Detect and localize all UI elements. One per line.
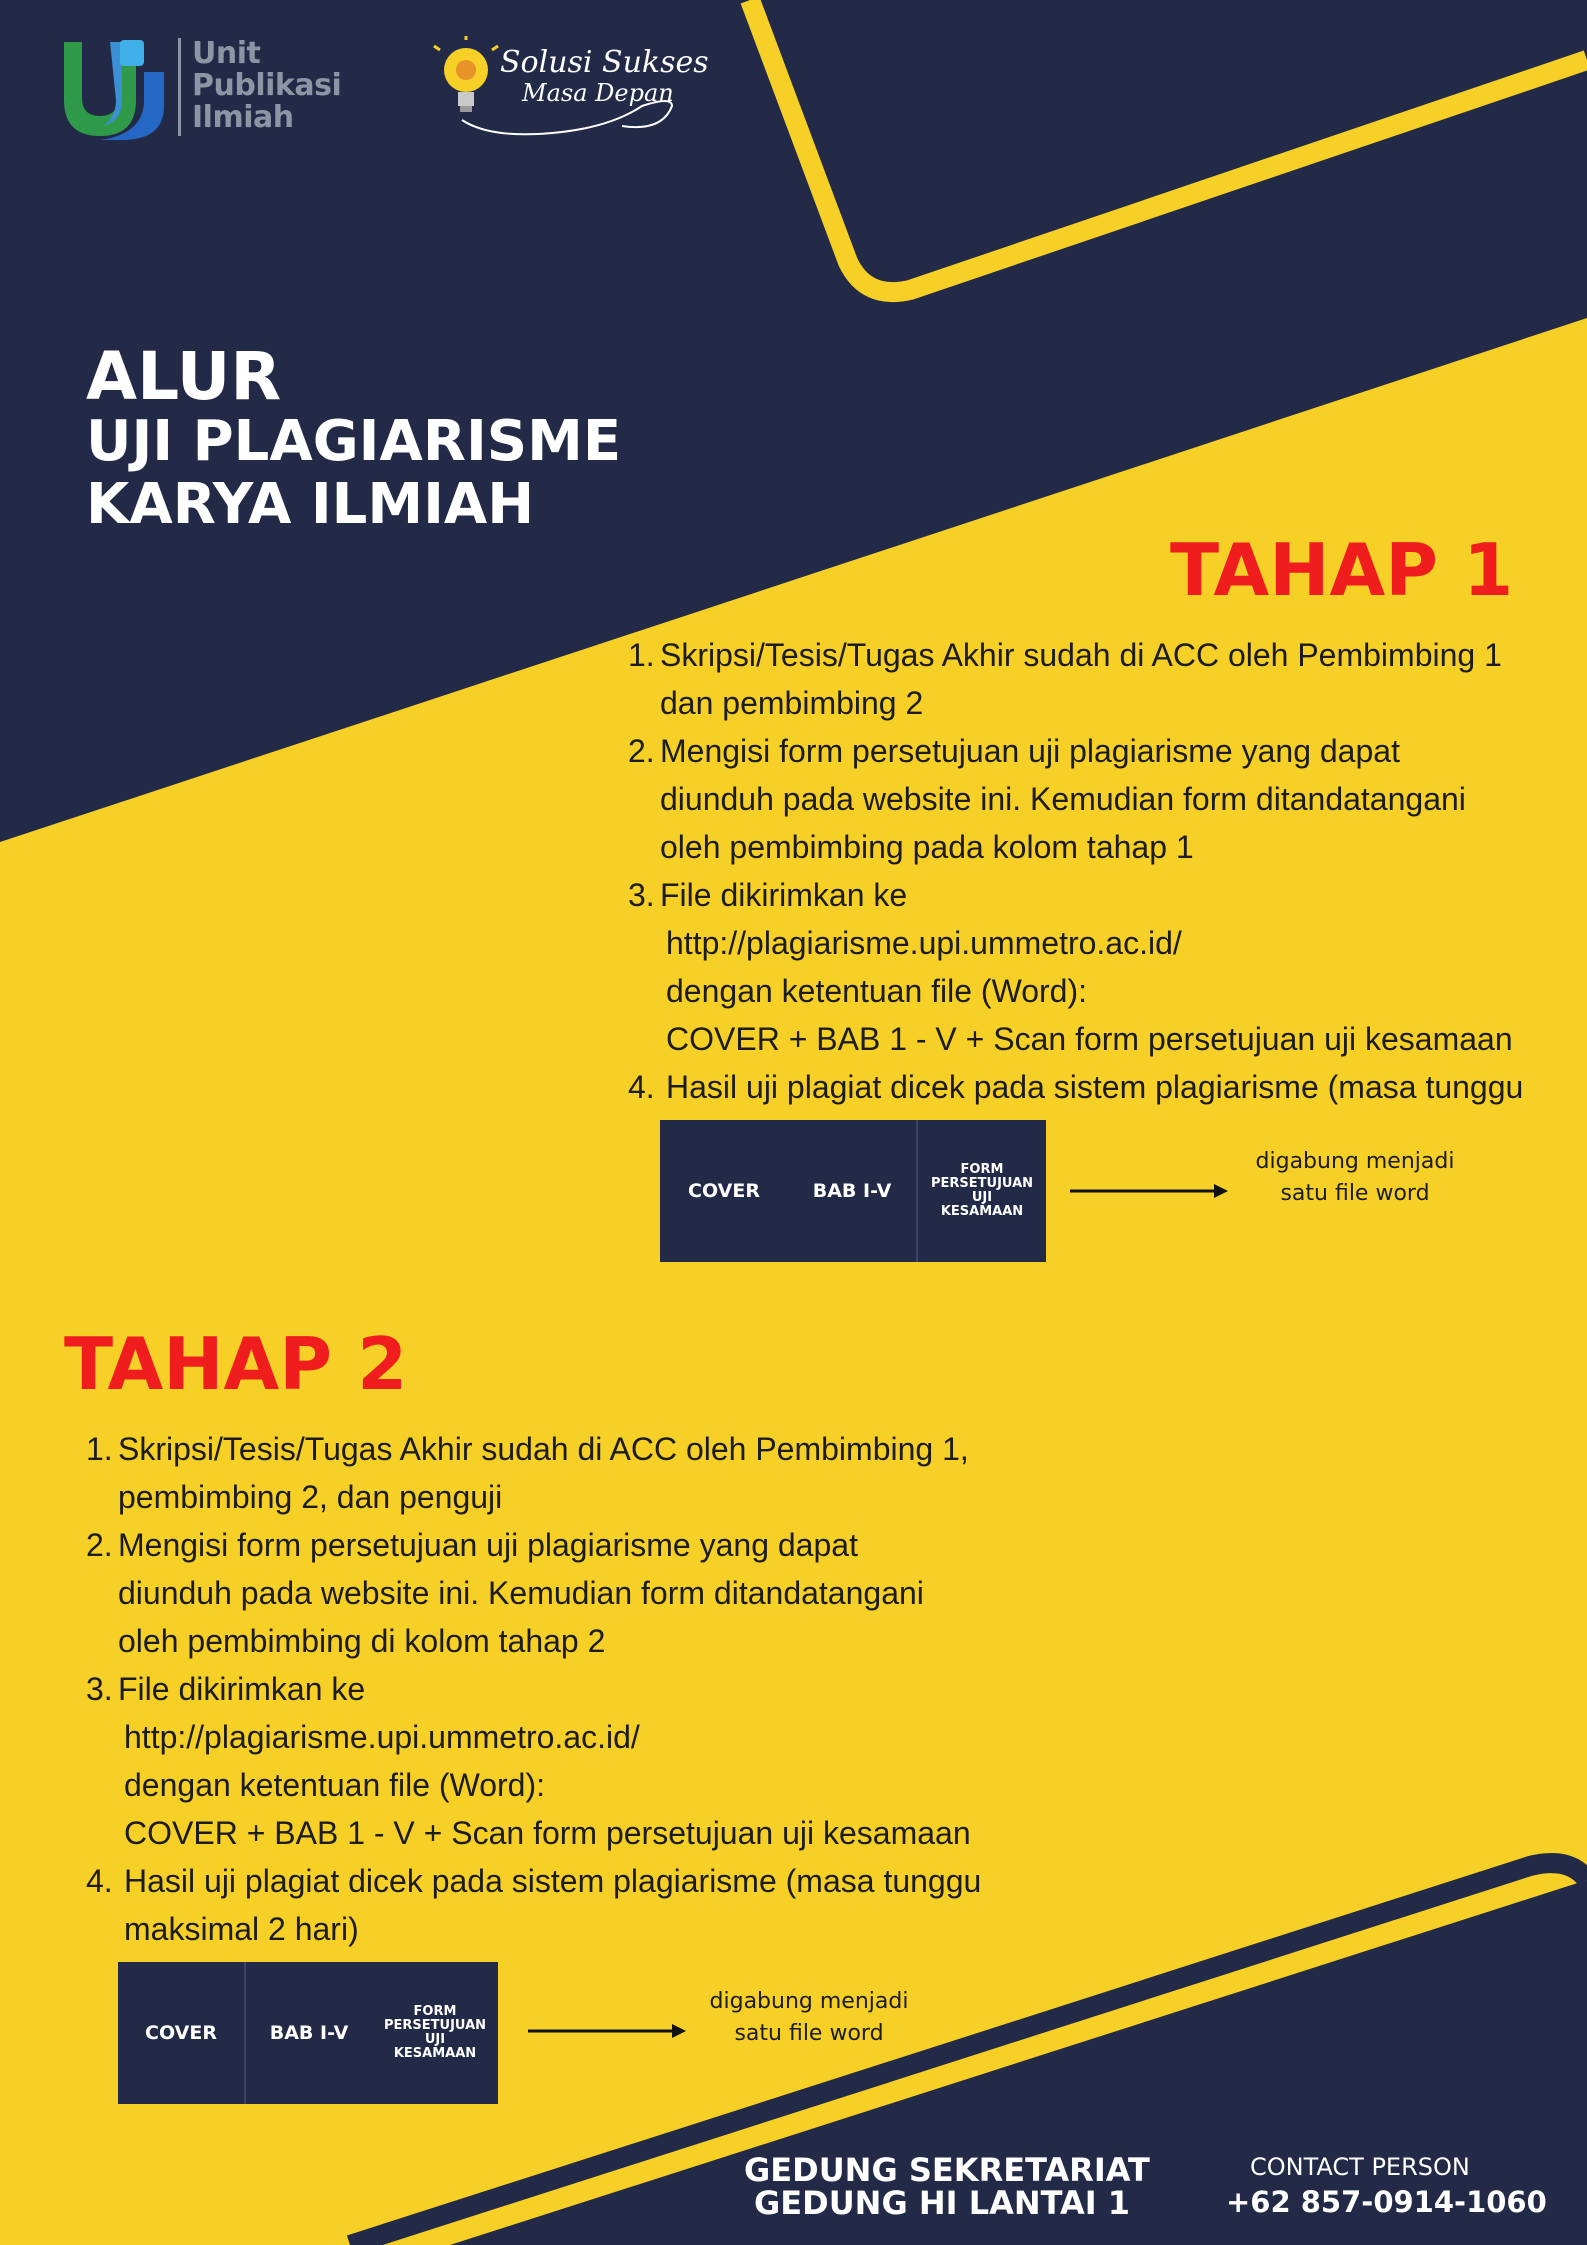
- step-text: http://plagiarisme.upi.ummetro.ac.id/: [666, 925, 1182, 961]
- step-text: Skripsi/Tesis/Tugas Akhir sudah di ACC oleh Pembimbing 1: [660, 637, 1502, 673]
- step-text: Mengisi form persetujuan uji plagiarisme yang dapat: [118, 1527, 858, 1563]
- stage1-file-diagram: [660, 1120, 1046, 1262]
- step-text: pembimbing 2, dan penguji: [118, 1479, 503, 1515]
- title-line3: KARYA ILMIAH: [86, 472, 535, 537]
- step-text: COVER + BAB 1 - V + Scan form persetujuan uji kesamaan: [124, 1815, 971, 1851]
- step-text: diunduh pada website ini. Kemudian form ditandatangani: [118, 1575, 924, 1611]
- cover-block: COVER: [145, 2022, 217, 2044]
- contact-phone[interactable]: +62 857-0914-1060: [1226, 2185, 1547, 2219]
- step-item: [86, 1857, 981, 1953]
- step-number: 2.: [628, 733, 655, 769]
- step-number: 3.: [86, 1671, 113, 1707]
- stage2-steps: [86, 1425, 981, 1953]
- page-title: [86, 338, 622, 537]
- step-text: File dikirimkan ke: [660, 877, 908, 913]
- step-number: 4.: [86, 1863, 113, 1899]
- note-line: satu file word: [734, 2021, 884, 2046]
- step-item: [628, 1063, 1523, 1111]
- form-block-line: FORM: [413, 2004, 457, 2019]
- stage2-heading: TAHAP 2: [64, 1322, 408, 1406]
- stage2-merge-note: [684, 1986, 934, 2050]
- step-text: diunduh pada website ini. Kemudian form ditandatangani: [660, 781, 1466, 817]
- upi-logo-line: Unit: [192, 36, 261, 71]
- stage1-merge-note: [1230, 1146, 1480, 1210]
- form-block-line: PERSETUJUAN: [930, 1176, 1034, 1191]
- footer-address: [744, 2151, 1150, 2222]
- step-item: [628, 631, 1523, 727]
- form-block-line: FORM: [960, 1162, 1004, 1177]
- form-block: [918, 1120, 1046, 1262]
- note-line: satu file word: [1280, 1181, 1430, 1206]
- ssmd-line1: Solusi Sukses: [500, 45, 709, 80]
- step-text: File dikirimkan ke: [118, 1671, 366, 1707]
- step-text: dengan ketentuan file (Word):: [124, 1767, 545, 1803]
- step-item: [86, 1521, 981, 1665]
- form-block-line: PERSETUJUAN: [383, 2018, 487, 2033]
- arrow-right-icon: [528, 2020, 688, 2042]
- step-text: Hasil uji plagiat dicek pada sistem plagiarisme (masa tunggu: [666, 1069, 1524, 1105]
- contact-label: CONTACT PERSON: [1250, 2153, 1470, 2181]
- upi-logo-line: Publikasi: [192, 68, 342, 103]
- form-block-line: UJI: [424, 2032, 446, 2047]
- step-text: oleh pembimbing di kolom tahap 2: [118, 1623, 606, 1659]
- step-number: 4.: [628, 1069, 655, 1105]
- form-block-line: UJI: [971, 1190, 993, 1205]
- step-number: 2.: [86, 1527, 113, 1563]
- step-item: [86, 1665, 981, 1857]
- step-text: Skripsi/Tesis/Tugas Akhir sudah di ACC oleh Pembimbing 1,: [118, 1431, 969, 1467]
- step-text: Hasil uji plagiat dicek pada sistem plagiarisme (masa tunggu: [124, 1863, 982, 1899]
- address-line1: GEDUNG SEKRETARIAT: [744, 2151, 1150, 2189]
- ssmd-line2: Masa Depan: [522, 79, 674, 107]
- step-number: 1.: [628, 637, 655, 673]
- title-line2: UJI PLAGIARISME: [86, 409, 622, 474]
- step-item: [86, 1425, 981, 1521]
- step-text: dengan ketentuan file (Word):: [666, 973, 1087, 1009]
- stage1-heading: TAHAP 1: [1170, 528, 1514, 612]
- stage1-steps: [628, 631, 1523, 1111]
- contact-person: [1226, 2152, 1547, 2222]
- bab-block: BAB I-V: [269, 2022, 349, 2044]
- note-line: digabung menjadi: [709, 1989, 909, 2014]
- arrow-right-icon: [1070, 1180, 1230, 1202]
- form-block: [372, 1962, 498, 2104]
- upi-logo-text: [192, 38, 341, 134]
- bab-block: BAB I-V: [812, 1180, 892, 1202]
- form-block-line: KESAMAAN: [940, 1204, 1024, 1219]
- step-number: 3.: [628, 877, 655, 913]
- step-text: maksimal 2 hari): [124, 1911, 359, 1947]
- step-number: 1.: [86, 1431, 113, 1467]
- stage2-file-diagram: [118, 1962, 498, 2104]
- step-text: http://plagiarisme.upi.ummetro.ac.id/: [124, 1719, 640, 1755]
- step-text: dan pembimbing 2: [660, 685, 924, 721]
- step-item: [628, 871, 1523, 1063]
- step-item: [628, 727, 1523, 871]
- form-block-line: KESAMAAN: [393, 2046, 477, 2061]
- ssmd-logo-text: [500, 46, 709, 106]
- upi-logo-line: Ilmiah: [192, 100, 294, 135]
- address-line2: GEDUNG HI LANTAI 1: [754, 2184, 1131, 2222]
- step-text: Mengisi form persetujuan uji plagiarisme yang dapat: [660, 733, 1400, 769]
- step-text: COVER + BAB 1 - V + Scan form persetujuan uji kesamaan: [666, 1021, 1513, 1057]
- title-line1: ALUR: [86, 338, 282, 415]
- cover-block: COVER: [688, 1180, 760, 1202]
- note-line: digabung menjadi: [1255, 1149, 1455, 1174]
- step-text: oleh pembimbing pada kolom tahap 1: [660, 829, 1194, 865]
